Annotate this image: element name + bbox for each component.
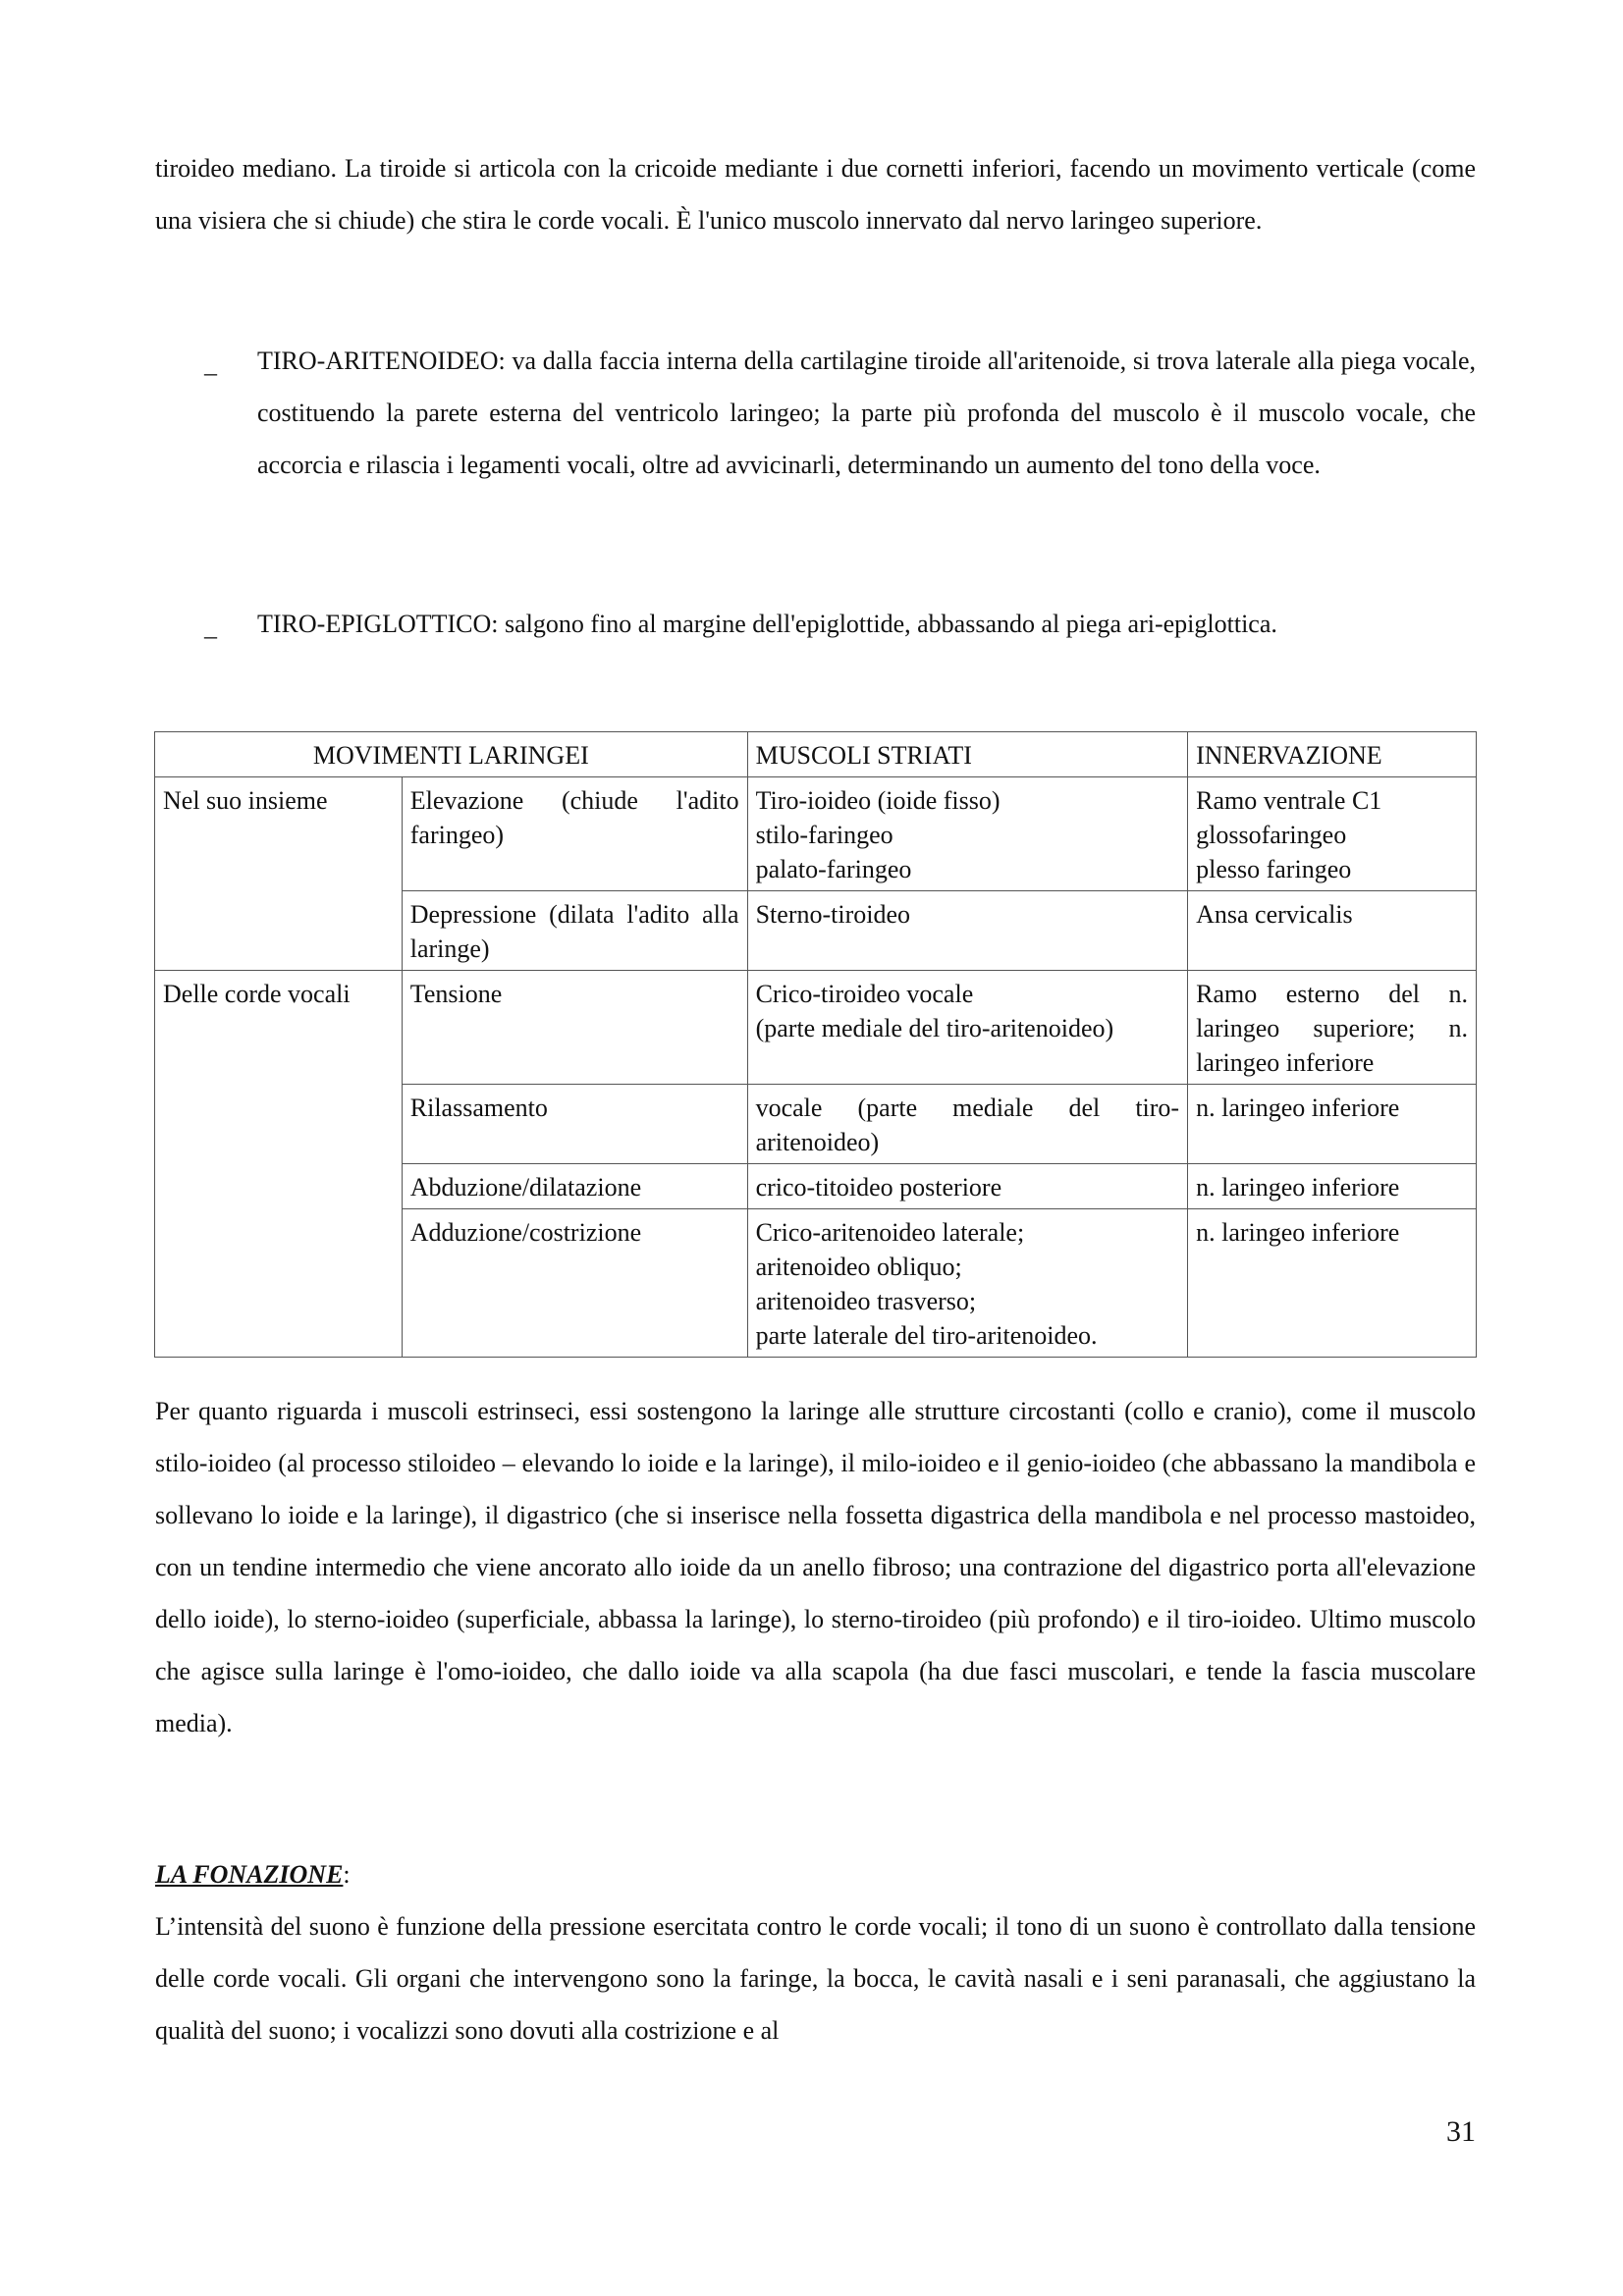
- muscle-line: Crico-tiroideo vocale: [755, 980, 974, 1008]
- movement-cell: Elevazione (chiude l'adito faringeo): [402, 777, 747, 891]
- nerves-cell: [1188, 891, 1477, 971]
- movement-cell: Abduzione/dilatazione: [402, 1164, 747, 1209]
- muscle-line: (parte mediale del tiro-aritenoideo): [755, 1014, 1114, 1042]
- section-title-colon: :: [343, 1860, 351, 1889]
- muscle-line: Tiro-ioideo (ioide fisso): [755, 786, 1001, 815]
- header-muscoli: MUSCOLI STRIATI: [747, 732, 1188, 777]
- nerves-cell: n. laringeo inferiore: [1188, 1085, 1477, 1164]
- muscles-cell: vocale (parte mediale del tiro-aritenoideo): [747, 1085, 1188, 1164]
- muscles-cell: crico-titoideo posteriore: [747, 1164, 1188, 1209]
- header-movimenti: MOVIMENTI LARINGEI: [155, 732, 748, 777]
- muscle-line: Crico-aritenoideo laterale;: [755, 1218, 1025, 1247]
- section-title-fonazione: LA FONAZIONE: [155, 1860, 344, 1889]
- muscle-line: aritenoideo obliquo;: [755, 1253, 962, 1281]
- group-label-insieme: Nel suo insieme: [155, 777, 403, 971]
- bullet-dash-2: –: [204, 621, 217, 650]
- muscles-cell: [747, 971, 1188, 1085]
- text-tiro-epiglottico: : salgono fino al margine dell'epiglottide, abbassando al piega ari-epiglottica.: [491, 610, 1277, 638]
- paragraph-fonazione: L’intensità del suono è funzione della pressione esercitata contro le corde vocali; il tono di un suono è controllato dalla tensione delle corde vocali. Gli organi che intervengono sono la faringe, la bocca, le cavità nasali e i seni paranasali, che aggiustano la qualità del suono; i vocalizzi sono dovuti alla costrizione e al: [155, 1912, 1476, 2045]
- muscle-line: aritenoideo trasverso;: [755, 1287, 977, 1315]
- muscles-cell: [747, 777, 1188, 891]
- table-row: [155, 777, 1477, 891]
- table-header-row: [155, 732, 1477, 777]
- movement-cell: Adduzione/costrizione: [402, 1209, 747, 1358]
- term-tiro-epiglottico: TIRO-EPIGLOTTICO: [257, 610, 492, 638]
- page-number: 31: [1446, 2115, 1476, 2148]
- header-innervazione: INNERVAZIONE: [1188, 732, 1477, 777]
- bullet-dash-1: –: [204, 358, 217, 387]
- term-tiro-aritenoideo: TIRO-ARITENOIDEO: [257, 347, 499, 375]
- muscles-cell: [747, 1209, 1188, 1358]
- bullet-tiro-epiglottico: [257, 598, 1476, 650]
- laryngeal-movements-table: [154, 731, 1477, 1358]
- text-tiro-aritenoideo: : va dalla faccia interna della cartilagine tiroide all'aritenoide, si trova laterale alla piega vocale, costituendo la parete esterna del ventricolo laringeo; la parte più profonda del muscolo è il muscolo vocale, che accorcia e rilascia i legamenti vocali, oltre ad avvicinarli, determinando un aumento del tono della voce.: [257, 347, 1476, 479]
- muscle-line: stilo-faringeo: [755, 821, 893, 849]
- movement-cell: Tensione: [402, 971, 747, 1085]
- muscle-line: palato-faringeo: [755, 855, 912, 883]
- muscle-line: parte laterale del tiro-aritenoideo.: [755, 1321, 1098, 1350]
- group-label-corde-vocali: Delle corde vocali: [155, 971, 403, 1358]
- paragraph-intro: tiroideo mediano. La tiroide si articola con la cricoide mediante i due cornetti inferiori, facendo un movimento verticale (come una visiera che si chiude) che stira le corde vocali. È l'unico muscolo innervato dal nervo laringeo superiore.: [155, 154, 1476, 235]
- nerves-cell: n. laringeo inferiore: [1188, 1209, 1477, 1358]
- table-row: [155, 971, 1477, 1085]
- nerve-line: plesso faringeo: [1196, 855, 1352, 883]
- movement-cell: Depressione (dilata l'adito alla laringe): [402, 891, 747, 971]
- muscles-cell: [747, 891, 1188, 971]
- nerves-cell: [1188, 777, 1477, 891]
- movement-cell: Rilassamento: [402, 1085, 747, 1164]
- paragraph-muscoli-estrinseci: Per quanto riguarda i muscoli estrinseci, essi sostengono la laringe alle strutture circostanti (collo e cranio), come il muscolo stilo-ioideo (al processo stiloideo – elevando lo ioide e la laringe), il milo-ioideo e il genio-ioideo (che abbassano la mandibola e sollevano lo ioide e la laringe), il digastrico (che si inserisce nella fossetta digastrica della mandibola e nel processo mastoideo, con un tendine intermedio che viene ancorato allo ioide da un anello fibroso; una contrazione del digastrico porta all'elevazione dello ioide), lo sterno-ioideo (superficiale, abbassa la laringe), lo sterno-tiroideo (più profondo) e il tiro-ioideo. Ultimo muscolo che agisce sulla laringe è l'omo-ioideo, che dallo ioide va alla scapola (ha due fasci muscolari, e tende la fascia muscolare media).: [155, 1397, 1476, 1737]
- muscle-line: Sterno-tiroideo: [755, 900, 911, 929]
- nerves-cell: Ramo esterno del n. laringeo superiore; n. laringeo inferiore: [1188, 971, 1477, 1085]
- nerve-line: Ansa cervicalis: [1196, 900, 1353, 929]
- nerves-cell: n. laringeo inferiore: [1188, 1164, 1477, 1209]
- section-heading: [155, 1848, 1476, 1900]
- bullet-tiro-aritenoideo: [257, 335, 1476, 491]
- nerve-line: Ramo ventrale C1: [1196, 786, 1382, 815]
- nerve-line: glossofaringeo: [1196, 821, 1347, 849]
